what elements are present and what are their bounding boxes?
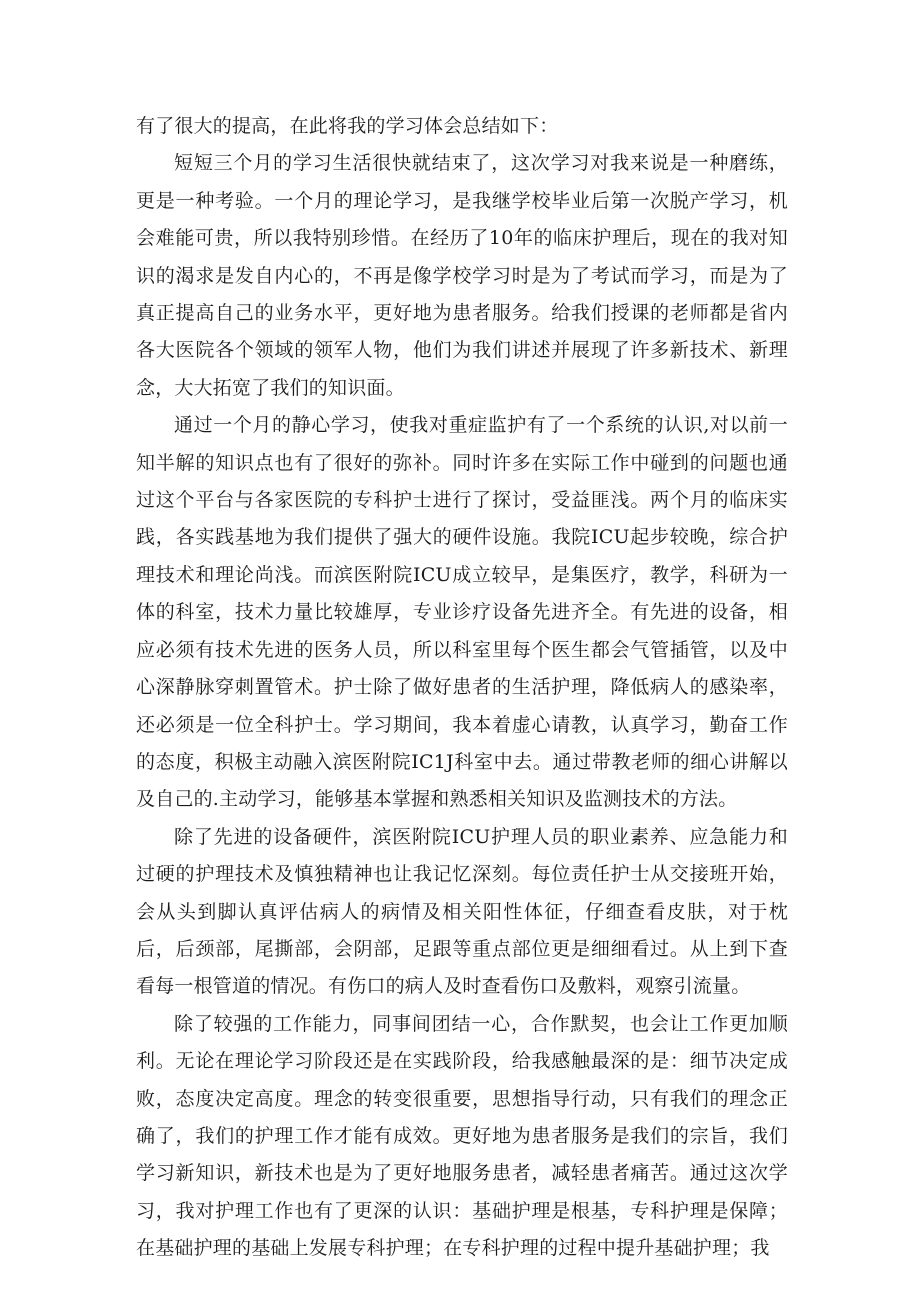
- paragraph-study-summary: 短短三个月的学习生活很快就结束了，这次学习对我来说是一种磨练，更是一种考验。一个月的理论学习，是我继学校毕业后第一次脱产学习，机会难能可贵，所以我特别珍惜。在经历了10年的临床护理后，现在的我对知识的渴求是发自内心的，不再是像学校学习时是为了考试而学习，而是为了真正提高自己的业务水平，更好地为患者服务。给我们授课的老师都是省内各大医院各个领域的领军人物，他们为我们讲述并展现了许多新技术、新理念，大大拓宽了我们的知识面。: [136, 152, 788, 399]
- paragraph-nursing-quality: 除了先进的设备硬件，滨医附院ICU护理人员的职业素养、应急能力和过硬的护理技术及慎独精神也让我记忆深刻。每位责任护士从交接班开始，会从头到脚认真评估病人的病情及相关阳性体征，仔细查看皮肤，对于枕后，后颈部，尾撕部，会阴部，足跟等重点部位更是细细看过。从上到下查看每一根管道的情况。有伤口的病人及时查看伤口及敷料，观察引流量。: [136, 825, 788, 998]
- paragraph-teamwork: 除了较强的工作能力，同事间团结一心，合作默契，也会让工作更加顺利。无论在理论学习阶段还是在实践阶段，给我感触最深的是：细节决定成败，态度决定高度。理念的转变很重要，思想指导行动，只有我们的理念正确了，我们的护理工作才能有成效。更好地为患者服务是我们的宗旨，我们学习新知识，新技术也是为了更好地服务患者，减轻患者痛苦。通过这次学习，我对护理工作也有了更深的认识：基础护理是根基，专科护理是保障；在基础护理的基础上发展专科护理；在专科护理的过程中提升基础护理；我: [136, 1012, 788, 1260]
- paragraph-icu-learning: 通过一个月的静心学习，使我对重症监护有了一个系统的认识,对以前一知半解的知识点也有了很好的弥补。同时许多在实际工作中碰到的问题也通过这个平台与各家医院的专科护士进行了探讨，受益匪浅。两个月的临床实践，各实践基地为我们提供了强大的硬件设施。我院ICU起步较晚，综合护理技术和理论尚浅。而滨医附院ICU成立较早，是集医疗，教学，科研为一体的科室，技术力量比较雄厚，专业诊疗设备先进齐全。有先进的设备，相应必须有技术先进的医务人员，所以科室里每个医生都会气管插管，以及中心深静脉穿刺置管术。护士除了做好患者的生活护理，降低病人的感染率，还必须是一位全科护士。学习期间，我本着虚心请教，认真学习，勤奋工作的态度，积极主动融入滨医附院IC1J科室中去。通过带教老师的细心讲解以及自己的.主动学习，能够基本掌握和熟悉相关知识及监测技术的方法。: [136, 414, 788, 811]
- document-body: [136, 108, 788, 1268]
- paragraph-continuation: 有了很大的提高，在此将我的学习体会总结如下：: [136, 115, 559, 137]
